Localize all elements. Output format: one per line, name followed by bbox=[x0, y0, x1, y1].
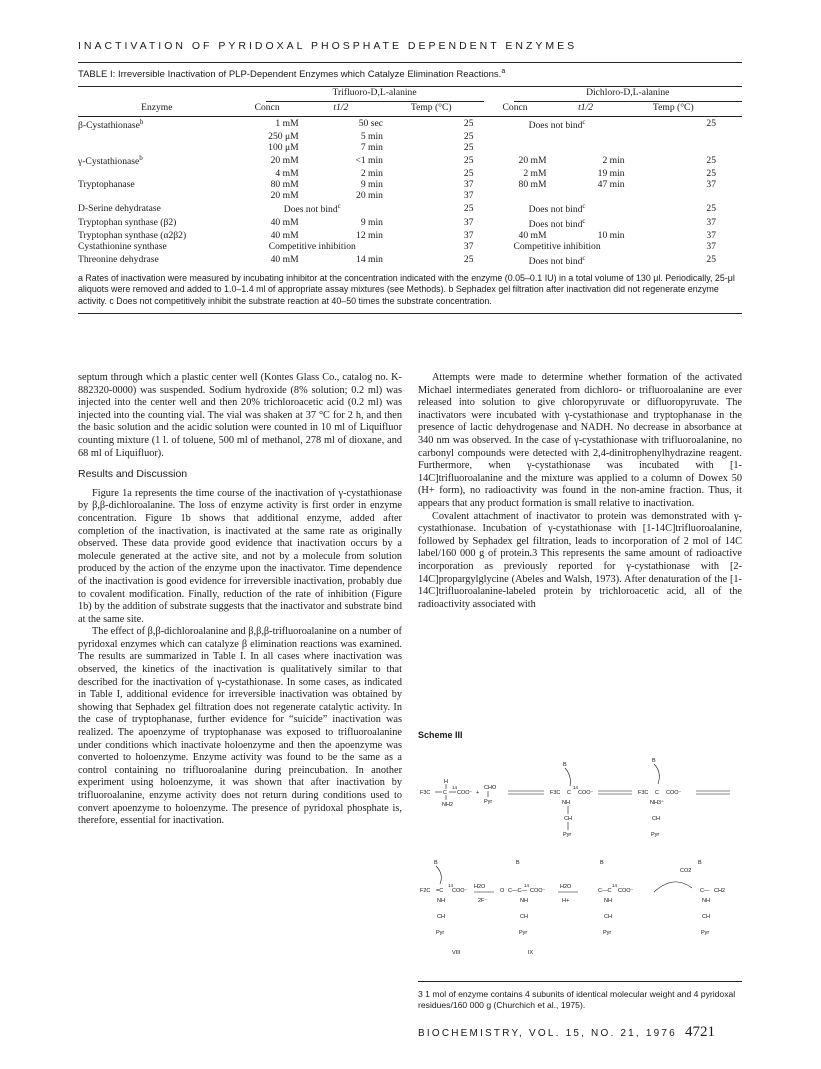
pyr-label-2: Pyr bbox=[563, 832, 572, 838]
cell-concn-2 bbox=[484, 153, 547, 167]
compound-ix-label: IX bbox=[528, 950, 534, 956]
cell-temp-2-text: 37 bbox=[706, 241, 716, 253]
o-atom: O bbox=[500, 888, 505, 894]
f3c-label-3: F3C bbox=[638, 790, 649, 796]
table-row bbox=[78, 153, 742, 167]
isotope-14: 14 bbox=[524, 883, 530, 888]
cell-concn-2 bbox=[484, 230, 547, 241]
cell-enzyme-mark: b bbox=[139, 117, 144, 126]
cell-temp-2 bbox=[631, 142, 742, 153]
c-atom: C bbox=[443, 790, 447, 796]
ch-label: CH bbox=[564, 816, 572, 822]
cell-temp-1-text: 37 bbox=[463, 230, 474, 242]
cell-concn-1 bbox=[236, 190, 299, 201]
cell-concn-2 bbox=[484, 201, 631, 215]
cell-temp-2-text: 25 bbox=[706, 202, 716, 214]
c-atom: C bbox=[567, 790, 571, 796]
cell-enzyme bbox=[78, 201, 236, 215]
table-1 bbox=[78, 62, 742, 314]
scheme-row-1 bbox=[420, 758, 730, 838]
plus-sign: + bbox=[476, 790, 480, 796]
cell-temp-2-text: 37 bbox=[706, 217, 716, 229]
cell-half-life-1 bbox=[299, 179, 389, 190]
col-header-half-life-2: t1/2 bbox=[578, 102, 594, 114]
table-row bbox=[78, 179, 742, 190]
cell-concn-2 bbox=[484, 142, 547, 153]
table-caption-mark: a bbox=[501, 68, 506, 75]
cell-concn-1 bbox=[236, 131, 299, 142]
cell-half-life-1-text: 7 min bbox=[360, 142, 383, 154]
table-header-row bbox=[78, 102, 742, 113]
cell-half-life-1-text: 20 min bbox=[356, 190, 383, 202]
cell-concn-1 bbox=[236, 153, 299, 167]
cell-concn-1-text: 40 mM bbox=[270, 217, 299, 229]
cell-concn-2 bbox=[484, 241, 631, 252]
cell-temp-1 bbox=[389, 116, 484, 131]
cell-enzyme-text: Cystathionine synthase bbox=[78, 241, 167, 253]
isotope-14: 14 bbox=[448, 883, 454, 888]
isotope-14: 14 bbox=[573, 785, 579, 790]
cell-temp-1-text: 25 bbox=[463, 118, 474, 130]
cell-half-life-2 bbox=[547, 168, 631, 179]
cell-half-life-1-text: 2 min bbox=[360, 167, 383, 179]
cell-temp-2 bbox=[631, 216, 742, 230]
cell-concn-2-text: 2 mM bbox=[523, 167, 547, 179]
cell-concn-1 bbox=[236, 230, 299, 241]
cell-concn-2-text: Does not bind bbox=[528, 218, 583, 230]
nh-label-5: NH bbox=[702, 898, 710, 904]
c-atom: C— bbox=[700, 888, 710, 894]
cell-temp-1 bbox=[389, 168, 484, 179]
page-number: 4721 bbox=[684, 1024, 715, 1040]
table-row bbox=[78, 190, 742, 201]
cell-enzyme bbox=[78, 230, 236, 241]
cell-concn-2 bbox=[484, 168, 547, 179]
cell-concn-1 bbox=[236, 253, 299, 267]
cell-temp-2 bbox=[631, 190, 742, 201]
c-atom: C—C bbox=[598, 888, 612, 894]
cell-temp-1-text: 25 bbox=[463, 167, 474, 179]
coo-label-2: COO⁻ bbox=[578, 790, 594, 796]
cell-concn-1-text: 80 mM bbox=[270, 178, 299, 190]
coo-label-5: COO⁻ bbox=[530, 888, 546, 894]
cell-concn-2 bbox=[484, 116, 631, 131]
cell-enzyme bbox=[78, 153, 236, 167]
right-paragraph-1: Attempts were made to determine whether formation of the activated Michael intermediates generated from dichloro- or trifluoroalanine are ever released into solution to give chloropyruvate or difluoropyruvate. The inactivators were incubated with γ-cystathionase and tryptophanase in the presence of lactic dehydrogenase and NADH. No decrease in absorbance at 340 nm was observed. In the case of γ-cystathionase with trifluoroalanine, no carbonyl compounds were detected with 2,4-dinitrophenylhydrazine reagent. Furthermore, when γ-cystathionase was incubated with [1-14C]trifluoroalanine and the mixture was applied to a column of Dowex 50 (H+ form), no radioactivity was found in the non-amine fraction. Thus, it appears that any product formation is small relative to inactivation. bbox=[418, 372, 742, 509]
pyr-label: Pyr bbox=[484, 799, 493, 805]
cell-half-life-1 bbox=[299, 216, 389, 230]
cell-temp-1-text: 25 bbox=[463, 142, 474, 154]
decarboxylation-arrow bbox=[654, 882, 692, 892]
cell-half-life-1 bbox=[299, 168, 389, 179]
cell-enzyme-mark: b bbox=[139, 154, 143, 163]
table-row bbox=[78, 131, 742, 142]
table-row bbox=[78, 142, 742, 153]
cell-half-life-2-text: 10 min bbox=[597, 230, 625, 242]
cell-enzyme-text: D-Serine dehydratase bbox=[78, 202, 161, 214]
pyr-label-3: Pyr bbox=[651, 832, 660, 838]
ch-label-2: CH bbox=[652, 816, 660, 822]
journal-footer bbox=[418, 1024, 742, 1041]
cell-concn-1 bbox=[236, 241, 389, 252]
cell-half-life-1 bbox=[299, 142, 389, 153]
cell-concn-2-text: Competitive inhibition bbox=[513, 241, 601, 253]
curved-arrow bbox=[654, 764, 659, 784]
pyr-label-7: Pyr bbox=[701, 930, 710, 936]
right-paragraph-2: Covalent attachment of inactivator to protein was demonstrated with γ-cystathionase. Incubation of γ-cystathionase with [1-14C]trifluoroalanine, followed by Sephadex gel filtration, leads to incorporation of 2 mol of 14C label/160 000 g of protein.3 This represents the same amount of radioactive incorporation as previously reported for γ-cystathionase with [2-14C]propargylglycine (Abeles and Walsh, 1973). After denaturation of the [1-14C]trifluoroalanine-labeled protein by trichloroacetic acid, all of the radioactivity associated with bbox=[418, 510, 742, 610]
cell-temp-1 bbox=[389, 201, 484, 215]
left-paragraph-1: septum through which a plastic center well (Kontes Glass Co., catalog no. K-882320-0000) was suspended. Sodium hydroxide (8% solution; 0.2 ml) was injected into the center well and then 20% trichloroacetic acid (0.2 ml) was injected into the counting vial. The vial was shaken at 37 °C for 2 h, and then the basic solution and the acidic solution were counted in 10 ml of Liquifluor counting mixture (1 l. of toluene, 500 ml of methanol, 278 ml of dioxane, and 68 ml of Liquifluor). bbox=[78, 372, 402, 459]
cell-concn-2-text: Does not bind bbox=[528, 204, 583, 216]
nh-label-2: NH bbox=[437, 898, 445, 904]
col-header-temp-1: Temp (°C) bbox=[410, 102, 452, 114]
cell-temp-1-text: 25 bbox=[463, 202, 474, 214]
cell-half-life-2 bbox=[547, 153, 631, 167]
table-caption bbox=[78, 63, 742, 86]
table-group-row bbox=[78, 87, 742, 102]
cell-temp-1 bbox=[389, 253, 484, 267]
co2-label: CO2 bbox=[680, 868, 692, 874]
cell-enzyme-text: Threonine dehydrase bbox=[78, 254, 159, 266]
two-f-label: 2F⁻ bbox=[478, 898, 488, 904]
cell-temp-2-text: 25 bbox=[706, 167, 716, 179]
left-column bbox=[78, 372, 402, 828]
nh3-label: NH3⁺ bbox=[650, 800, 664, 806]
running-head: INACTIVATION OF PYRIDOXAL PHOSPHATE DEPENDENT ENZYMES bbox=[78, 40, 578, 52]
cell-temp-1 bbox=[389, 230, 484, 241]
cell-temp-1 bbox=[389, 153, 484, 167]
scheme-label: Scheme III bbox=[418, 730, 463, 740]
pyr-label-4: Pyr bbox=[436, 930, 445, 936]
cell-enzyme bbox=[78, 216, 236, 230]
cell-concn-1 bbox=[236, 116, 299, 131]
left-paragraph-2: Figure 1a represents the time course of the inactivation of γ-cystathionase by β,β-dichloroalanine. The loss of enzyme activity is first order in enzyme concentration. Figure 1b shows that additional enzyme, added after completion of the inactivation, is inactivated at the same rate as originally observed. These data provide good evidence that inactivation occurs by a molecule generated at the active site, and not by a molecule from solution produced by the action of the enzyme upon the inactivator. Time dependence of the inactivation is good evidence for irreversible inactivation, probably due to covalent modification. Finally, reduction of the rate of inhibition (Figure 1b) by the addition of substrate suggests that the inactivator and substrate bind at the same site. bbox=[78, 487, 402, 625]
isotope-14: 14 bbox=[452, 785, 458, 790]
cell-temp-1 bbox=[389, 142, 484, 153]
base-b: B bbox=[563, 762, 567, 768]
cell-half-life-2-text: 47 min bbox=[597, 178, 625, 190]
cell-concn-2-mark: c bbox=[582, 202, 586, 211]
cell-temp-1 bbox=[389, 241, 484, 252]
cell-temp-2 bbox=[631, 230, 742, 241]
col-header-concn-2: Concn bbox=[502, 102, 528, 114]
table-row bbox=[78, 168, 742, 179]
cell-concn-2-mark: c bbox=[582, 117, 586, 126]
cell-concn-1-text: Competitive inhibition bbox=[268, 241, 356, 253]
cell-temp-2 bbox=[631, 201, 742, 215]
cell-temp-2-text: 25 bbox=[706, 118, 716, 130]
cell-half-life-2 bbox=[547, 190, 631, 201]
cell-concn-1-text: 20 mM bbox=[270, 154, 299, 166]
cell-concn-2-text: 20 mM bbox=[518, 154, 547, 166]
ch-label-3: CH bbox=[437, 914, 445, 920]
h2o-label-2: H2O bbox=[560, 884, 572, 890]
cell-temp-2-text: 25 bbox=[706, 154, 716, 166]
cell-concn-1-mark: c bbox=[337, 202, 341, 211]
base-b-6: B bbox=[698, 860, 702, 866]
cell-concn-1-text: 40 mM bbox=[270, 230, 299, 242]
ch-label-5: CH bbox=[604, 914, 612, 920]
cell-concn-2 bbox=[484, 216, 631, 230]
cell-half-life-2 bbox=[547, 131, 631, 142]
table-row bbox=[78, 230, 742, 241]
col-header-concn-1: Concn bbox=[254, 102, 280, 114]
cell-temp-2 bbox=[631, 179, 742, 190]
cell-enzyme bbox=[78, 253, 236, 267]
table-grid bbox=[78, 87, 742, 267]
isotope-14: 14 bbox=[612, 883, 618, 888]
scheme-row-2 bbox=[420, 860, 725, 956]
cell-temp-2 bbox=[631, 241, 742, 252]
coo-label-3: COO⁻ bbox=[666, 790, 682, 796]
cell-concn-2-text: Does not bind bbox=[528, 119, 583, 131]
group-trifluoro: Trifluoro-D,L-alanine bbox=[266, 87, 484, 102]
cell-concn-1-text: 100 μM bbox=[268, 142, 299, 154]
left-paragraph-3: The effect of β,β-dichloroalanine and β,β,β-trifluoroalanine on a number of pyridoxal enzymes which can catalyze β elimination reactions was examined. The results are summarized in Table I. In all cases where inactivation was observed, the kinetics of the inactivation is qualitatively similar to that described for the inactivation of γ-cystathionase. In some cases, as indicated in Table I, additional evidence for irreversible inactivation was obtained by showing that Sephadex gel filtration does not regenerate catalytic activity. In the case of tryptophanase, further evidence for “suicide” inactivation was realized. The apoenzyme of tryptophanase was exposed to trifluoroalanine under conditions which inactivate holoenzyme and then the apoenzyme was converted to holoenzyme. Enzyme activity was found to be the same as a control containing no trifluoroalanine during preincubation. In another experiment using holoenzyme, it was shown that after inactivation by trifluoroalanine, enzyme activity does not return during conditions used to convert apoenzyme to holoenzyme. The presence of pyridoxal phosphate is, therefore, essential for inactivation. bbox=[78, 626, 402, 827]
cell-concn-1-text: 40 mM bbox=[270, 254, 299, 266]
cell-concn-2-text: 40 mM bbox=[518, 230, 547, 242]
pyr-label-6: Pyr bbox=[603, 930, 612, 936]
cell-half-life-1 bbox=[299, 153, 389, 167]
col-header-temp-2: Temp (°C) bbox=[652, 102, 694, 114]
right-column bbox=[418, 372, 742, 611]
c-atom: C—C— bbox=[508, 888, 527, 894]
h-atom: H bbox=[444, 779, 448, 785]
cell-concn-2-text: Does not bind bbox=[528, 255, 583, 267]
cell-temp-1 bbox=[389, 190, 484, 201]
cell-temp-2-text: 37 bbox=[706, 178, 716, 190]
table-caption-text: Irreversible Inactivation of PLP-Dependent Enzymes which Catalyze Elimination Reactions. bbox=[117, 69, 502, 81]
cell-temp-2-text: 37 bbox=[706, 230, 716, 242]
cell-enzyme-text: Tryptophan synthase (β2) bbox=[78, 217, 177, 229]
f2c-label: F2C bbox=[420, 888, 431, 894]
ch2-label: CH2 bbox=[714, 888, 726, 894]
cell-half-life-1-text: 50 sec bbox=[358, 118, 383, 130]
cell-concn-1 bbox=[236, 179, 299, 190]
nh-label: NH bbox=[562, 800, 570, 806]
cell-half-life-1-text: 14 min bbox=[356, 254, 383, 266]
table-footnotes: a Rates of inactivation were measured by incubating inhibitor at the concentration indicated with the enzyme (0.05–0.1 IU) in a total volume of 130 μl. Periodically, 25-μl aliquots were removed and added to 1.0–1.4 ml of appropriate assay mixtures (see Methods). b Sephadex gel filtration after inactivation did not regenerate enzyme activity. c Does not competitively inhibit the substrate reaction at 40–50 times the substrate concentration. bbox=[78, 267, 742, 314]
base-b-3: B bbox=[434, 860, 438, 866]
ch-label-6: CH bbox=[702, 914, 710, 920]
group-dichloro: Dichloro-D,L-alanine bbox=[514, 87, 742, 102]
cho-label: CHO bbox=[484, 785, 497, 791]
col-header-enzyme: Enzyme bbox=[141, 102, 173, 114]
table-row bbox=[78, 116, 742, 131]
journal-line: BIOCHEMISTRY, VOL. 15, NO. 21, 1976 bbox=[418, 1028, 677, 1039]
cell-enzyme-text: Tryptophanase bbox=[78, 178, 135, 190]
base-b-5: B bbox=[600, 860, 604, 866]
table-row bbox=[78, 253, 742, 267]
col-header-half-life-1: t1/2 bbox=[333, 102, 349, 114]
table-row bbox=[78, 241, 742, 252]
f3c-label-2: F3C bbox=[550, 790, 561, 796]
cell-enzyme-text: Tryptophan synthase (α2β2) bbox=[78, 230, 187, 242]
curved-arrow bbox=[436, 866, 441, 884]
cell-enzyme bbox=[78, 179, 236, 190]
cell-enzyme bbox=[78, 116, 236, 131]
f3c-label: F3C bbox=[420, 790, 431, 796]
cell-enzyme-text: γ-Cystathionase bbox=[78, 156, 140, 168]
cell-concn-1 bbox=[236, 216, 299, 230]
cell-half-life-1 bbox=[299, 190, 389, 201]
cell-concn-1-text: Does not bind bbox=[283, 204, 338, 216]
table-caption-label: TABLE I: bbox=[78, 69, 116, 81]
pyr-label-5: Pyr bbox=[519, 930, 528, 936]
cell-concn-1-text: 250 μM bbox=[268, 130, 299, 142]
cell-enzyme bbox=[78, 142, 236, 153]
base-b-4: B bbox=[516, 860, 520, 866]
cell-half-life-1-text: 12 min bbox=[356, 230, 383, 242]
cell-temp-1-text: 37 bbox=[463, 178, 474, 190]
cell-temp-1-text: 37 bbox=[463, 217, 474, 229]
cell-temp-1 bbox=[389, 131, 484, 142]
cell-concn-2 bbox=[484, 190, 547, 201]
nh-label-4: NH bbox=[604, 898, 612, 904]
nh2-label: NH2 bbox=[442, 802, 454, 808]
cell-concn-2-mark: c bbox=[582, 253, 586, 262]
cell-half-life-1 bbox=[299, 230, 389, 241]
cell-temp-2 bbox=[631, 168, 742, 179]
cell-half-life-1 bbox=[299, 131, 389, 142]
cell-half-life-2 bbox=[547, 179, 631, 190]
footnote-3: 3 1 mol of enzyme contains 4 subunits of identical molecular weight and 4 pyridoxal residues/160 000 g (Churchich et al., 1975). bbox=[418, 981, 742, 1011]
cell-half-life-2 bbox=[547, 142, 631, 153]
cell-temp-1-text: 37 bbox=[463, 241, 474, 253]
cell-half-life-1 bbox=[299, 253, 389, 267]
cell-concn-1 bbox=[236, 201, 389, 215]
cell-temp-2 bbox=[631, 116, 742, 131]
cell-half-life-2-text: 19 min bbox=[597, 167, 625, 179]
cell-concn-1 bbox=[236, 168, 299, 179]
cell-enzyme-text: β-Cystathionase bbox=[78, 119, 140, 131]
ch-label-4: CH bbox=[520, 914, 528, 920]
cell-concn-1-text: 1 mM bbox=[275, 118, 299, 130]
h-plus-label: H+ bbox=[562, 898, 570, 904]
cell-concn-2-text: 80 mM bbox=[518, 178, 547, 190]
coo-label: COO⁻ bbox=[457, 790, 473, 796]
cell-temp-1-text: 25 bbox=[463, 154, 474, 166]
cell-half-life-1-text: 9 min bbox=[360, 178, 383, 190]
cell-half-life-1-text: <1 min bbox=[355, 154, 383, 166]
cell-temp-1-text: 25 bbox=[463, 130, 474, 142]
cell-temp-2-text: 25 bbox=[706, 254, 716, 266]
cell-temp-2 bbox=[631, 131, 742, 142]
c-atom: C bbox=[655, 790, 659, 796]
cell-half-life-1-text: 5 min bbox=[360, 130, 383, 142]
curved-arrow bbox=[565, 768, 570, 786]
coo-label-4: COO⁻ bbox=[452, 888, 468, 894]
cell-enzyme bbox=[78, 241, 236, 252]
cell-enzyme bbox=[78, 168, 236, 179]
cell-concn-2-mark: c bbox=[582, 216, 586, 225]
cell-half-life-1 bbox=[299, 116, 389, 131]
table-row bbox=[78, 201, 742, 215]
cell-temp-1-text: 25 bbox=[463, 254, 474, 266]
cell-temp-2 bbox=[631, 153, 742, 167]
cell-half-life-2 bbox=[547, 230, 631, 241]
cell-enzyme bbox=[78, 190, 236, 201]
h2o-label: H2O bbox=[474, 884, 486, 890]
cell-temp-2 bbox=[631, 253, 742, 267]
cell-temp-1 bbox=[389, 216, 484, 230]
cell-half-life-1-text: 9 min bbox=[360, 217, 383, 229]
coo-label-6: COO⁻ bbox=[618, 888, 634, 894]
cell-concn-1 bbox=[236, 142, 299, 153]
cell-half-life-2-text: 2 min bbox=[602, 154, 625, 166]
cell-concn-2 bbox=[484, 253, 631, 267]
cell-temp-1-text: 37 bbox=[463, 190, 474, 202]
c-atom: =C bbox=[436, 888, 444, 894]
cell-temp-1 bbox=[389, 179, 484, 190]
scheme-iii-diagram bbox=[418, 742, 742, 972]
base-b-2: B bbox=[652, 758, 656, 764]
cell-concn-1-text: 20 mM bbox=[270, 190, 299, 202]
cell-enzyme bbox=[78, 131, 236, 142]
cell-concn-2 bbox=[484, 179, 547, 190]
cell-concn-1-text: 4 mM bbox=[275, 167, 299, 179]
nh-label-3: NH bbox=[520, 898, 528, 904]
table-row bbox=[78, 216, 742, 230]
section-heading: Results and Discussion bbox=[78, 468, 188, 481]
compound-viii-label: VIII bbox=[452, 950, 461, 956]
cell-concn-2 bbox=[484, 131, 547, 142]
